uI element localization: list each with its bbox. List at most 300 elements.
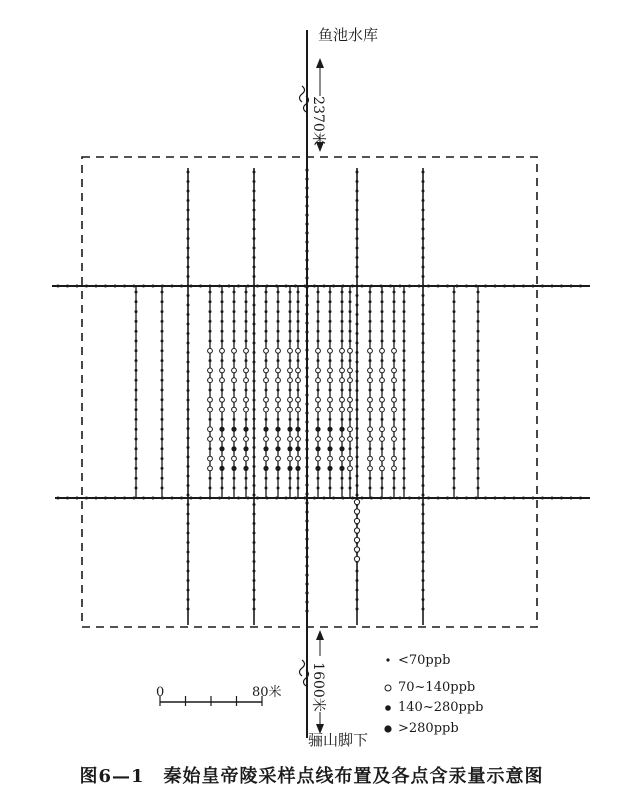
grid-point-small-14-19 bbox=[369, 477, 372, 480]
south-line-point-47 bbox=[503, 497, 506, 500]
grid-point-open-13-6 bbox=[348, 348, 353, 353]
grid-point-small-4-1 bbox=[233, 300, 236, 303]
grid-point-small-6-1 bbox=[265, 300, 268, 303]
grid-point-open-14-18 bbox=[368, 466, 373, 471]
grid-point-small-7-10 bbox=[277, 389, 280, 392]
grid-point-open-15-17 bbox=[380, 456, 385, 461]
top-place-label: 鱼池水库 bbox=[318, 26, 379, 44]
grid-point-small-4-10 bbox=[233, 389, 236, 392]
long-vertical-point-0-2 bbox=[187, 190, 190, 193]
south-line-point-28 bbox=[323, 497, 326, 500]
grid-point-small-0-2 bbox=[135, 310, 138, 313]
south-line-point-14 bbox=[190, 497, 193, 500]
axis-sample-point-5 bbox=[305, 213, 308, 216]
legend-item-140-280: 140~280ppb bbox=[398, 700, 484, 715]
north-line-point-29 bbox=[332, 285, 335, 288]
south-line-point-19 bbox=[237, 497, 240, 500]
grid-point-open-4-12 bbox=[232, 407, 237, 412]
north-line-point-21 bbox=[256, 285, 259, 288]
south-line-point-8 bbox=[133, 497, 136, 500]
north-line-point-8 bbox=[133, 285, 136, 288]
grid-point-small-19-18 bbox=[477, 467, 480, 470]
south-line-point-31 bbox=[351, 497, 354, 500]
grid-point-small-16-10 bbox=[393, 389, 396, 392]
grid-point-open-6-6 bbox=[264, 348, 269, 353]
long-vertical-point-1-33 bbox=[253, 484, 256, 487]
grid-point-open-5-8 bbox=[244, 368, 249, 373]
long-vertical-point-0-34 bbox=[187, 494, 190, 497]
grid-point-small-7-13 bbox=[277, 418, 280, 421]
south-line-point-25 bbox=[294, 497, 297, 500]
grid-point-small-1-3 bbox=[161, 320, 164, 323]
long-vertical-point-2-10 bbox=[356, 266, 359, 269]
grid-point-small-3-19 bbox=[221, 477, 224, 480]
grid-point-open-16-11 bbox=[392, 397, 397, 402]
grid-point-small-0-10 bbox=[135, 389, 138, 392]
grid-point-small-0-20 bbox=[135, 487, 138, 490]
grid-point-medium-8-18 bbox=[287, 466, 292, 471]
north-line-point-27 bbox=[313, 285, 316, 288]
grid-point-open-13-14 bbox=[348, 427, 353, 432]
grid-point-small-12-10 bbox=[341, 389, 344, 392]
long-vertical-point-1-0 bbox=[253, 171, 256, 174]
grid-point-open-3-12 bbox=[220, 407, 225, 412]
grid-point-small-16-2 bbox=[393, 310, 396, 313]
north-line-point-14 bbox=[190, 285, 193, 288]
grid-point-open-9-15 bbox=[296, 437, 301, 442]
grid-point-small-0-1 bbox=[135, 300, 138, 303]
grid-point-small-16-5 bbox=[393, 340, 396, 343]
long-vertical-point-1-9 bbox=[253, 256, 256, 259]
long-vertical-point-0-16 bbox=[187, 323, 190, 326]
axis-sample-point-40 bbox=[305, 528, 308, 531]
north-line-point-50 bbox=[532, 285, 535, 288]
grid-point-open-10-15 bbox=[316, 437, 321, 442]
grid-point-small-9-5 bbox=[297, 340, 300, 343]
grid-point-open-2-18 bbox=[208, 466, 213, 471]
grid-point-small-0-9 bbox=[135, 379, 138, 382]
grid-point-small-9-4 bbox=[297, 330, 300, 333]
long-vertical-point-0-28 bbox=[187, 437, 190, 440]
grid-point-medium-5-18 bbox=[243, 466, 248, 471]
north-line-point-35 bbox=[389, 285, 392, 288]
grid-point-small-8-10 bbox=[289, 389, 292, 392]
north-line-point-49 bbox=[522, 285, 525, 288]
grid-point-small-18-1 bbox=[453, 300, 456, 303]
grid-point-open-10-8 bbox=[316, 368, 321, 373]
grid-point-small-1-1 bbox=[161, 300, 164, 303]
grid-point-small-19-10 bbox=[477, 389, 480, 392]
grid-point-open-15-9 bbox=[380, 378, 385, 383]
long-vertical-point-1-31 bbox=[253, 465, 256, 468]
long-vertical-point-2-30 bbox=[356, 456, 359, 459]
south-line-point-52 bbox=[551, 497, 554, 500]
grid-point-open-15-15 bbox=[380, 437, 385, 442]
grid-point-small-12-4 bbox=[341, 330, 344, 333]
long-vertical-point-3-1 bbox=[422, 180, 425, 183]
grid-point-open-5-9 bbox=[244, 378, 249, 383]
grid-point-medium-12-18 bbox=[339, 466, 344, 471]
axis-sample-point-23 bbox=[305, 375, 308, 378]
grid-point-medium-11-16 bbox=[327, 446, 332, 451]
north-line-point-45 bbox=[484, 285, 487, 288]
long-vertical-point-0-7 bbox=[187, 237, 190, 240]
south-line-point-4 bbox=[95, 497, 98, 500]
grid-point-open-13-11 bbox=[348, 397, 353, 402]
grid-point-small-5-20 bbox=[245, 487, 248, 490]
grid-point-open-16-17 bbox=[392, 456, 397, 461]
long-vertical-point-0-30 bbox=[187, 456, 190, 459]
long-vertical-point-3-30 bbox=[422, 456, 425, 459]
grid-point-open-8-12 bbox=[288, 407, 293, 412]
north-line-point-44 bbox=[475, 285, 478, 288]
grid-point-open-9-9 bbox=[296, 378, 301, 383]
grid-point-small-0-3 bbox=[135, 320, 138, 323]
grid-point-open-12-17 bbox=[340, 456, 345, 461]
axis-sample-point-2 bbox=[305, 186, 308, 189]
long-vertical-point-0-18 bbox=[187, 342, 190, 345]
long-vertical-point-1-26 bbox=[253, 418, 256, 421]
north-line-point-17 bbox=[218, 285, 221, 288]
south-line-point-36 bbox=[399, 497, 402, 500]
north-line-point-28 bbox=[323, 285, 326, 288]
grid-point-small-5-2 bbox=[245, 310, 248, 313]
grid-point-small-11-10 bbox=[329, 389, 332, 392]
long-vertical-point-0-8 bbox=[187, 247, 190, 250]
long-vertical-point-3-34 bbox=[422, 494, 425, 497]
long-vertical-point-0-44 bbox=[187, 589, 190, 592]
grid-point-small-18-13 bbox=[453, 418, 456, 421]
long-vertical-point-2-43 bbox=[356, 579, 359, 582]
grid-point-open-9-17 bbox=[296, 456, 301, 461]
grid-point-small-11-19 bbox=[329, 477, 332, 480]
grid-point-open-11-6 bbox=[328, 348, 333, 353]
long-vertical-point-0-32 bbox=[187, 475, 190, 478]
legend-symbol-small-dot bbox=[386, 658, 389, 661]
long-vertical-point-3-27 bbox=[422, 427, 425, 430]
north-line-point-47 bbox=[503, 285, 506, 288]
grid-point-open-7-8 bbox=[276, 368, 281, 373]
grid-point-small-1-15 bbox=[161, 438, 164, 441]
grid-point-open-12-8 bbox=[340, 368, 345, 373]
south-line-point-38 bbox=[418, 497, 421, 500]
axis-sample-point-19 bbox=[305, 339, 308, 342]
long-vertical-point-3-22 bbox=[422, 380, 425, 383]
grid-point-small-2-16 bbox=[209, 447, 212, 450]
south-line-point-48 bbox=[513, 497, 516, 500]
grid-point-open-8-6 bbox=[288, 348, 293, 353]
axis-sample-point-30 bbox=[305, 438, 308, 441]
grid-point-small-6-13 bbox=[265, 418, 268, 421]
grid-point-small-8-20 bbox=[289, 487, 292, 490]
grid-point-small-3-2 bbox=[221, 310, 224, 313]
grid-point-open-11-11 bbox=[328, 397, 333, 402]
grid-point-small-17-3 bbox=[403, 320, 406, 323]
grid-point-open-14-6 bbox=[368, 348, 373, 353]
grid-point-small-5-1 bbox=[245, 300, 248, 303]
grid-point-medium-12-16 bbox=[339, 446, 344, 451]
long-vertical-point-1-28 bbox=[253, 437, 256, 440]
south-line-point-41 bbox=[446, 497, 449, 500]
grid-point-medium-4-14 bbox=[231, 427, 236, 432]
grid-point-small-16-7 bbox=[393, 359, 396, 362]
grid-point-small-8-0 bbox=[289, 291, 292, 294]
north-line-point-15 bbox=[199, 285, 202, 288]
long-vertical-point-1-37 bbox=[253, 522, 256, 525]
long-vertical-point-3-46 bbox=[422, 608, 425, 611]
long-vertical-point-1-23 bbox=[253, 389, 256, 392]
grid-point-small-13-13 bbox=[349, 418, 352, 421]
grid-point-open-13-18 bbox=[348, 466, 353, 471]
grid-point-small-13-10 bbox=[349, 389, 352, 392]
grid-point-open-16-14 bbox=[392, 427, 397, 432]
grid-point-small-18-16 bbox=[453, 447, 456, 450]
long-vertical-point-1-20 bbox=[253, 361, 256, 364]
long-vertical-point-0-9 bbox=[187, 256, 190, 259]
long-vertical-point-1-27 bbox=[253, 427, 256, 430]
grid-point-open-6-15 bbox=[264, 437, 269, 442]
grid-point-small-2-19 bbox=[209, 477, 212, 480]
grid-point-small-9-20 bbox=[297, 487, 300, 490]
grid-point-open-13-8 bbox=[348, 368, 353, 373]
long-vertical-point-3-10 bbox=[422, 266, 425, 269]
grid-point-small-13-1 bbox=[349, 300, 352, 303]
grid-point-small-4-19 bbox=[233, 477, 236, 480]
grid-point-open-5-12 bbox=[244, 407, 249, 412]
grid-point-small-11-7 bbox=[329, 359, 332, 362]
grid-point-small-18-17 bbox=[453, 457, 456, 460]
long-vertical-point-1-21 bbox=[253, 370, 256, 373]
south-line-point-46 bbox=[494, 497, 497, 500]
long-vertical-point-2-18 bbox=[356, 342, 359, 345]
grid-point-small-15-3 bbox=[381, 320, 384, 323]
long-vertical-point-0-33 bbox=[187, 484, 190, 487]
grid-point-small-17-10 bbox=[403, 389, 406, 392]
grid-point-open-13-9 bbox=[348, 378, 353, 383]
north-line-point-2 bbox=[76, 285, 79, 288]
grid-point-medium-8-14 bbox=[287, 427, 292, 432]
south-line-point-18 bbox=[228, 497, 231, 500]
grid-point-small-19-0 bbox=[477, 291, 480, 294]
grid-point-medium-9-16 bbox=[295, 446, 300, 451]
grid-point-open-3-11 bbox=[220, 397, 225, 402]
grid-point-open-2-14 bbox=[208, 427, 213, 432]
long-vertical-point-0-15 bbox=[187, 313, 190, 316]
grid-point-small-18-18 bbox=[453, 467, 456, 470]
grid-point-small-4-7 bbox=[233, 359, 236, 362]
long-vertical-point-0-10 bbox=[187, 266, 190, 269]
long-vertical-point-2-1 bbox=[356, 180, 359, 183]
grid-point-small-15-5 bbox=[381, 340, 384, 343]
axis-sample-point-11 bbox=[305, 267, 308, 270]
long-vertical-point-3-35 bbox=[422, 503, 425, 506]
grid-point-small-16-16 bbox=[393, 447, 396, 450]
long-vertical-point-2-16 bbox=[356, 323, 359, 326]
axis-sample-point-26 bbox=[305, 402, 308, 405]
grid-point-open-2-15 bbox=[208, 437, 213, 442]
grid-point-small-0-15 bbox=[135, 438, 138, 441]
grid-point-open-7-12 bbox=[276, 407, 281, 412]
grid-point-small-10-4 bbox=[317, 330, 320, 333]
grid-point-small-18-15 bbox=[453, 438, 456, 441]
grid-point-small-4-5 bbox=[233, 340, 236, 343]
legend-symbol-medium-dot bbox=[385, 705, 391, 711]
long-vertical-point-0-40 bbox=[187, 551, 190, 554]
grid-point-small-14-7 bbox=[369, 359, 372, 362]
long-vertical-point-3-5 bbox=[422, 218, 425, 221]
grid-point-open-3-6 bbox=[220, 348, 225, 353]
long-vertical-point-2-21 bbox=[356, 370, 359, 373]
north-line-point-39 bbox=[427, 285, 430, 288]
north-line-point-46 bbox=[494, 285, 497, 288]
long-vertical-point-1-7 bbox=[253, 237, 256, 240]
axis-sample-point-6 bbox=[305, 222, 308, 225]
grid-point-open-16-9 bbox=[392, 378, 397, 383]
long-vertical-point-2-45 bbox=[356, 598, 359, 601]
south-line-point-10 bbox=[152, 497, 155, 500]
long-vertical-point-3-32 bbox=[422, 475, 425, 478]
long-vertical-point-2-13 bbox=[356, 294, 359, 297]
north-line-point-51 bbox=[541, 285, 544, 288]
north-line-point-3 bbox=[85, 285, 88, 288]
grid-point-small-17-1 bbox=[403, 300, 406, 303]
north-line-point-31 bbox=[351, 285, 354, 288]
long-vertical-point-2-20 bbox=[356, 361, 359, 364]
grid-point-open-6-12 bbox=[264, 407, 269, 412]
grid-point-small-12-2 bbox=[341, 310, 344, 313]
axis-sample-point-8 bbox=[305, 240, 308, 243]
grid-point-small-15-19 bbox=[381, 477, 384, 480]
long-vertical-point-3-20 bbox=[422, 361, 425, 364]
grid-point-small-9-10 bbox=[297, 389, 300, 392]
north-line-point-9 bbox=[142, 285, 145, 288]
grid-point-small-2-4 bbox=[209, 330, 212, 333]
grid-point-small-8-13 bbox=[289, 418, 292, 421]
long-vertical-point-0-31 bbox=[187, 465, 190, 468]
long-vertical-point-1-24 bbox=[253, 399, 256, 402]
grid-point-open-2-17 bbox=[208, 456, 213, 461]
grid-point-medium-3-14 bbox=[219, 427, 224, 432]
long-vertical-point-2-34 bbox=[356, 494, 359, 497]
grid-point-small-8-4 bbox=[289, 330, 292, 333]
grid-point-small-17-19 bbox=[403, 477, 406, 480]
grid-point-small-10-0 bbox=[317, 291, 320, 294]
south-extension-open-point-4 bbox=[354, 537, 359, 542]
grid-point-small-0-6 bbox=[135, 349, 138, 352]
south-line-point-54 bbox=[570, 497, 573, 500]
long-vertical-point-1-36 bbox=[253, 513, 256, 516]
grid-point-open-6-11 bbox=[264, 397, 269, 402]
south-line-point-49 bbox=[522, 497, 525, 500]
axis-sample-point-27 bbox=[305, 411, 308, 414]
grid-point-small-2-1 bbox=[209, 300, 212, 303]
long-vertical-point-3-16 bbox=[422, 323, 425, 326]
grid-point-open-7-11 bbox=[276, 397, 281, 402]
grid-point-small-17-2 bbox=[403, 310, 406, 313]
grid-point-small-16-3 bbox=[393, 320, 396, 323]
long-vertical-point-3-6 bbox=[422, 228, 425, 231]
grid-point-open-14-14 bbox=[368, 427, 373, 432]
grid-point-small-18-5 bbox=[453, 340, 456, 343]
long-vertical-point-0-22 bbox=[187, 380, 190, 383]
grid-point-open-14-12 bbox=[368, 407, 373, 412]
grid-point-small-3-7 bbox=[221, 359, 224, 362]
grid-point-small-6-2 bbox=[265, 310, 268, 313]
grid-point-small-17-8 bbox=[403, 369, 406, 372]
grid-point-open-6-9 bbox=[264, 378, 269, 383]
grid-point-small-17-7 bbox=[403, 359, 406, 362]
grid-point-small-6-4 bbox=[265, 330, 268, 333]
grid-point-small-19-7 bbox=[477, 359, 480, 362]
grid-point-small-17-20 bbox=[403, 487, 406, 490]
long-vertical-point-0-26 bbox=[187, 418, 190, 421]
grid-point-open-7-15 bbox=[276, 437, 281, 442]
long-vertical-point-1-17 bbox=[253, 332, 256, 335]
grid-point-small-11-13 bbox=[329, 418, 332, 421]
grid-point-small-2-2 bbox=[209, 310, 212, 313]
grid-point-small-2-5 bbox=[209, 340, 212, 343]
grid-point-small-1-11 bbox=[161, 398, 164, 401]
grid-point-small-15-16 bbox=[381, 447, 384, 450]
grid-point-small-2-10 bbox=[209, 389, 212, 392]
scale-bar-end-label: 80米 bbox=[252, 685, 282, 700]
axis-sample-point-41 bbox=[305, 537, 308, 540]
long-vertical-point-1-35 bbox=[253, 503, 256, 506]
grid-point-small-15-4 bbox=[381, 330, 384, 333]
south-line-point-15 bbox=[199, 497, 202, 500]
long-vertical-point-1-32 bbox=[253, 475, 256, 478]
grid-point-small-6-3 bbox=[265, 320, 268, 323]
north-line-point-43 bbox=[465, 285, 468, 288]
grid-point-small-17-5 bbox=[403, 340, 406, 343]
grid-point-small-18-0 bbox=[453, 291, 456, 294]
south-line-point-27 bbox=[313, 497, 316, 500]
grid-point-small-7-7 bbox=[277, 359, 280, 362]
grid-point-open-4-11 bbox=[232, 397, 237, 402]
long-vertical-point-0-27 bbox=[187, 427, 190, 430]
long-vertical-point-2-23 bbox=[356, 389, 359, 392]
south-line-point-50 bbox=[532, 497, 535, 500]
long-vertical-point-3-17 bbox=[422, 332, 425, 335]
long-vertical-point-2-8 bbox=[356, 247, 359, 250]
long-vertical-point-1-6 bbox=[253, 228, 256, 231]
grid-point-small-5-19 bbox=[245, 477, 248, 480]
long-vertical-point-0-5 bbox=[187, 218, 190, 221]
grid-point-small-4-0 bbox=[233, 291, 236, 294]
grid-point-small-17-17 bbox=[403, 457, 406, 460]
axis-sample-point-15 bbox=[305, 303, 308, 306]
long-vertical-point-0-0 bbox=[187, 171, 190, 174]
grid-point-small-18-12 bbox=[453, 408, 456, 411]
grid-point-small-14-13 bbox=[369, 418, 372, 421]
long-vertical-point-3-21 bbox=[422, 370, 425, 373]
north-line-point-5 bbox=[104, 285, 107, 288]
long-vertical-point-2-5 bbox=[356, 218, 359, 221]
bottom-place-label: 骊山脚下 bbox=[308, 731, 369, 749]
axis-sample-point-3 bbox=[305, 195, 308, 198]
long-vertical-point-0-38 bbox=[187, 532, 190, 535]
long-vertical-point-3-39 bbox=[422, 541, 425, 544]
long-vertical-point-1-42 bbox=[253, 570, 256, 573]
long-vertical-point-0-45 bbox=[187, 598, 190, 601]
grid-point-small-9-0 bbox=[297, 291, 300, 294]
grid-point-small-15-10 bbox=[381, 389, 384, 392]
grid-point-small-19-12 bbox=[477, 408, 480, 411]
grid-point-small-0-14 bbox=[135, 428, 138, 431]
grid-point-small-17-11 bbox=[403, 398, 406, 401]
long-vertical-point-2-33 bbox=[356, 484, 359, 487]
long-vertical-point-3-0 bbox=[422, 171, 425, 174]
